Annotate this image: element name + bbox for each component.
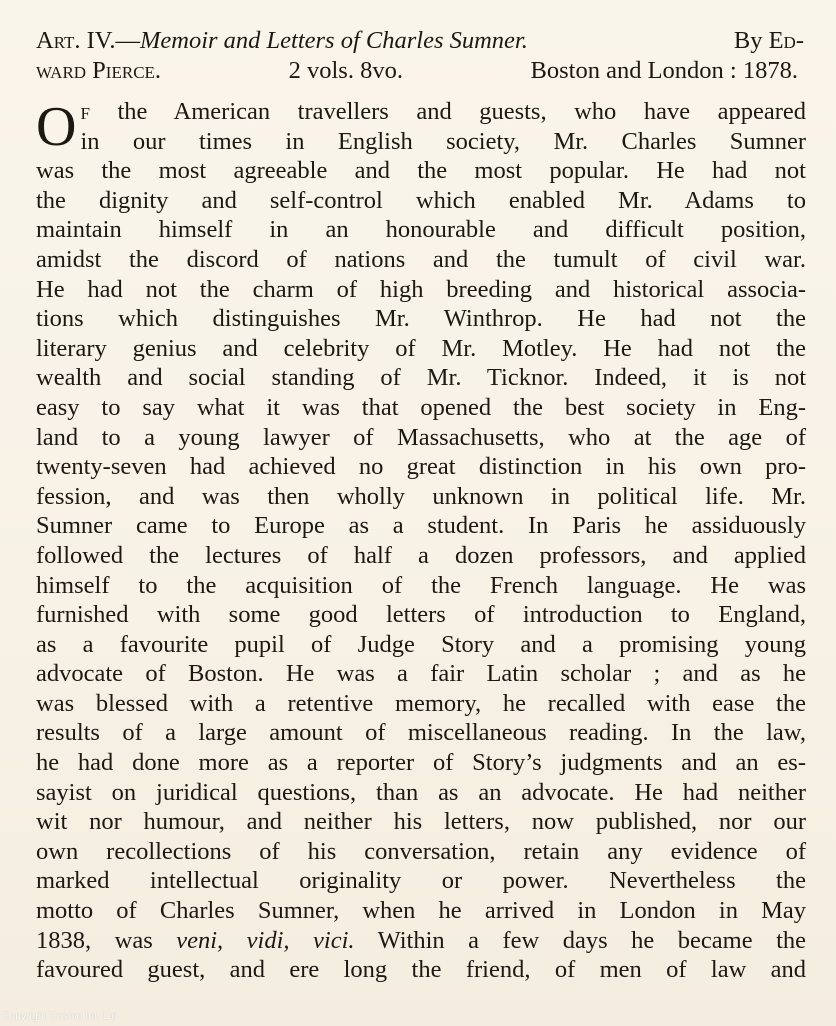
article-heading — [36, 26, 804, 86]
text-line: f the American travellers and guests, who have appeared — [80, 98, 806, 125]
text-line: own recollections of his conversation, retain any evidence of — [36, 837, 806, 865]
text-line: motto of Charles Sumner, when he arrived in London in May — [36, 897, 806, 925]
heading-imprint: Boston and London : 1878. — [530, 57, 798, 84]
text-line: advocate of Boston. He was a fair Latin scholar ; and as he — [36, 660, 806, 688]
text-line: land to a young lawyer of Massachusetts, who at the age of — [36, 423, 806, 451]
heading-dash: — — [115, 27, 140, 54]
text-line: himself to the acquisition of the French language. He was — [36, 571, 806, 599]
text-line: as a favourite pupil of Judge Story and a promising young — [36, 630, 806, 658]
text-line: easy to say what it was that opened the best society in Eng- — [36, 393, 806, 421]
text-line: followed the lectures of half a dozen professors, and applied — [36, 541, 806, 569]
text-line: the dignity and self-control which enabled Mr. Adams to — [36, 186, 806, 214]
text-line: was blessed with a retentive memory, he recalled with ease the — [36, 689, 806, 717]
text-line: marked intellectual originality or power. Nevertheless the — [36, 867, 806, 895]
heading-volumes: 2 vols. 8vo. — [288, 57, 403, 84]
text-line: fession, and was then wholly unknown in political life. Mr. — [36, 482, 806, 510]
text-line: He had not the charm of high breeding and historical associa- — [36, 275, 806, 303]
text-line: Sumner came to Europe as a student. In Paris he assiduously — [36, 512, 806, 540]
text-line: in our times in English society, Mr. Charles Sumner — [80, 127, 806, 155]
first-word-rest: f — [80, 98, 90, 125]
heading-by: By — [733, 27, 763, 54]
text-line: tions which distinguishes Mr. Winthrop. He had not the — [36, 305, 806, 333]
text-line: maintain himself in an honourable and difficult position, — [36, 216, 806, 244]
author-name-part-2: ward Pierce. — [36, 57, 162, 84]
text-line: amidst the discord of nations and the tumult of civil war. — [36, 245, 806, 273]
text-line: results of a large amount of miscellaneous reading. In the law, — [36, 719, 806, 747]
text-line: furnished with some good letters of introduction to England, — [36, 601, 806, 629]
text-line: was the most agreeable and the most popular. He had not — [36, 157, 806, 185]
text-line: 1838, was veni, vidi, vici. Within a few days he became the — [36, 926, 807, 954]
text-line: wealth and social standing of Mr. Ticknor. Indeed, it is not — [36, 364, 806, 392]
text-line: sayist on juridical questions, than as an advocate. He had neither — [36, 778, 806, 806]
text-line: wit nor humour, and neither his letters, now published, nor our — [36, 808, 806, 836]
text-line: literary genius and celebrity of Mr. Motley. He had not the — [36, 334, 806, 362]
text-line: twenty-seven had achieved no great distinction in his own pro- — [36, 453, 806, 481]
copyright-watermark: Copyright Cosmo Int. Ltd — [2, 1011, 118, 1022]
author-name-part-1: Ed- — [768, 27, 804, 54]
latin-motto: veni, vidi, vici. — [176, 926, 355, 954]
text-line: he had done more as a reporter of Story’s judgments and an es- — [36, 749, 806, 777]
article-title: Memoir and Letters of Charles Sumner. — [139, 27, 528, 54]
heading-line-1 — [36, 26, 804, 56]
article-body — [36, 97, 806, 985]
heading-line-2 — [36, 56, 798, 86]
drop-cap: O — [36, 96, 77, 158]
article-label: Art. IV. — [36, 27, 116, 54]
text-line: favoured guest, and ere long the friend, of men of law and — [36, 956, 806, 984]
